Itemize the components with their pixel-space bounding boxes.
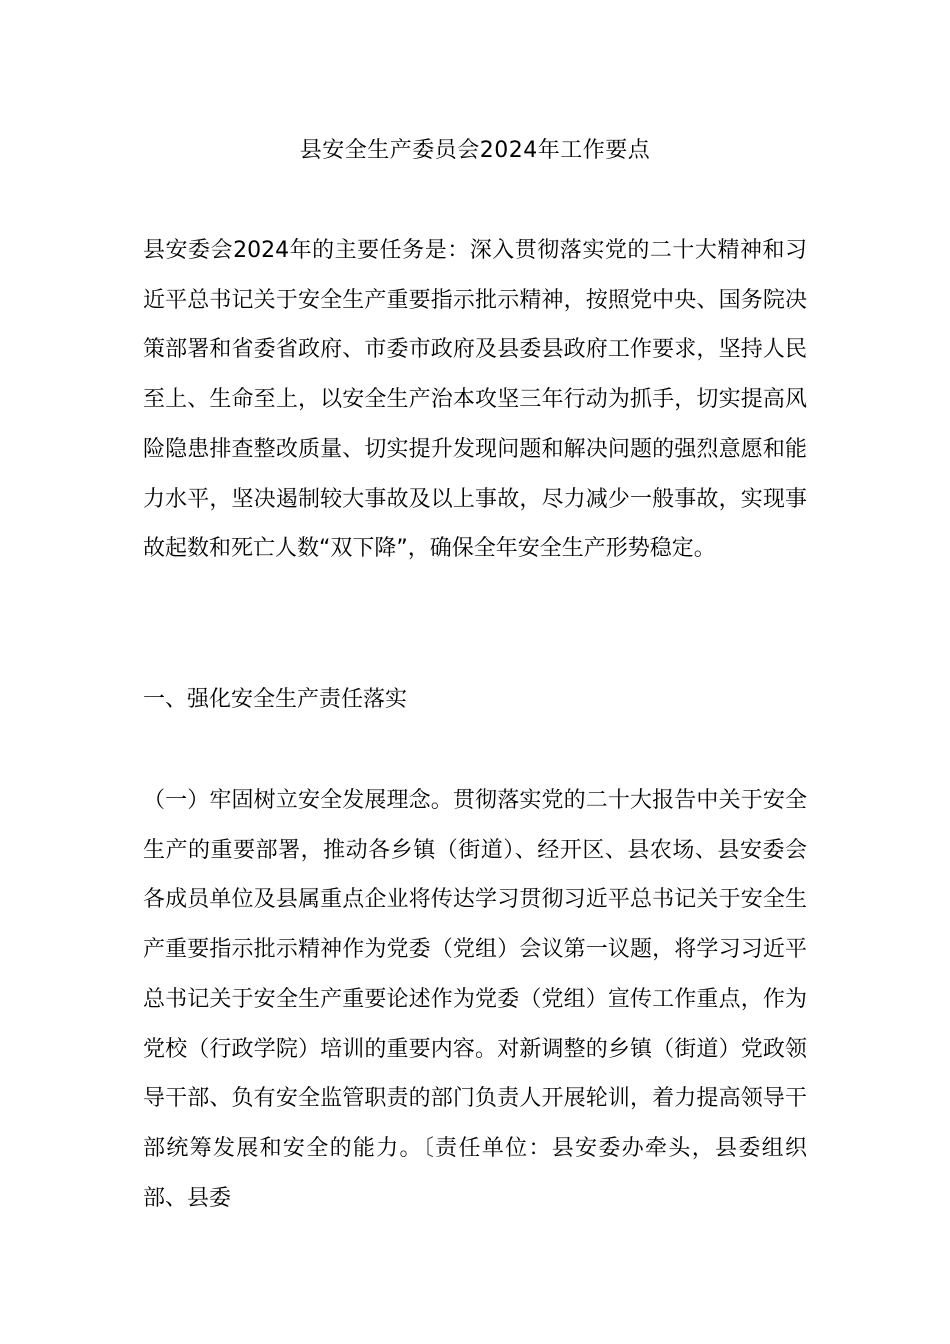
intro-paragraph: 县安委会2024年的主要任务是：深入贯彻落实党的二十大精神和习近平总书记关于安全生产重要指示批示精神，按照党中央、国务院决策部署和省委省政府、市委市政府及县委县政府工作要求，坚持人民至上、生命至上，以安全生产治本攻坚三年行动为抓手，切实提高风险隐患排查整改质量、切实提升发现问题和解决问题的强烈意愿和能力水平，坚决遏制较大事故及以上事故，尽力减少一般事故，实现事故起数和死亡人数“双下降”，确保全年安全生产形势稳定。 — [143, 238, 807, 562]
document-title: 县安全生产委员会2024年工作要点 — [299, 138, 651, 163]
section-item-paragraph: （一）牢固树立安全发展理念。贯彻落实党的二十大报告中关于安全生产的重要部署，推动各乡镇（街道）、经开区、县农场、县安委会各成员单位及县属重点企业将传达学习贯彻习近平总书记关于安全生产重要指示批示精神作为党委（党组）会议第一议题，将学习习近平总书记关于安全生产重要论述作为党委（党组）宣传工作重点，作为党校（行政学院）培训的重要内容。对新调整的乡镇（街道）党政领导干部、负有安全监管职责的部门负责人开展轮训，着力提高领导干部统筹发展和安全的能力。〔责任单位：县安委办牵头，县委组织部、县委 — [143, 788, 807, 1211]
section-heading: 一、强化安全生产责任落实 — [143, 687, 408, 712]
